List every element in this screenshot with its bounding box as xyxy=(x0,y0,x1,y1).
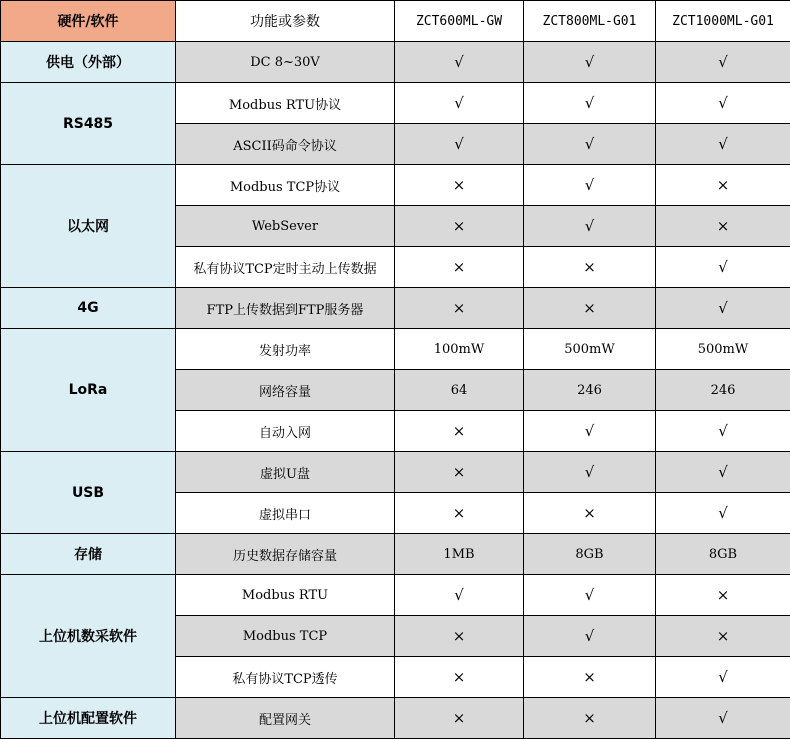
status-mark: × xyxy=(452,627,466,645)
value-cell xyxy=(656,165,790,206)
check-mark: √ xyxy=(584,135,595,153)
value-cell: 500mW xyxy=(656,329,790,370)
value-cell xyxy=(524,493,656,534)
value-cell: 64 xyxy=(395,370,524,411)
status-mark: × xyxy=(716,217,730,235)
check-mark: √ xyxy=(718,135,728,153)
status-mark: × xyxy=(583,709,596,727)
status-mark: × xyxy=(452,463,466,481)
status-mark: × xyxy=(716,586,730,604)
value-cell xyxy=(524,575,656,616)
value-cell xyxy=(656,493,790,534)
value-cell xyxy=(656,124,790,165)
value-cell xyxy=(524,165,656,206)
status-mark: √ xyxy=(584,627,595,645)
status-mark: × xyxy=(452,709,466,727)
value-cell xyxy=(524,452,656,493)
value-cell: 8GB xyxy=(524,534,656,575)
value-cell xyxy=(395,698,524,739)
value-cell: 1MB xyxy=(395,534,524,575)
value-cell xyxy=(395,616,524,657)
status-mark: √ xyxy=(718,463,728,481)
status-mark: × xyxy=(452,299,466,317)
value-cell xyxy=(656,698,790,739)
value-cell xyxy=(524,657,656,698)
feature-cell: FTP上传数据到FTP服务器 xyxy=(176,288,395,329)
category-lora: LoRa xyxy=(1,329,176,452)
value-cell: 246 xyxy=(656,370,790,411)
header-category: 硬件/软件 xyxy=(1,1,176,42)
category-ethernet: 以太网 xyxy=(1,165,176,288)
feature-cell: 配置网关 xyxy=(176,698,395,739)
value-cell xyxy=(656,42,790,83)
value-cell xyxy=(395,206,524,247)
status-mark: × xyxy=(583,258,596,276)
value-cell xyxy=(395,657,524,698)
check-mark: √ xyxy=(454,94,464,112)
status-mark: √ xyxy=(718,299,728,317)
value-cell xyxy=(524,247,656,288)
feature-cell: Modbus RTU协议 xyxy=(176,83,395,124)
category-config-software: 上位机配置软件 xyxy=(1,698,176,739)
status-mark: √ xyxy=(718,504,728,522)
feature-cell: 网络容量 xyxy=(176,370,395,411)
feature-cell: 历史数据存储容量 xyxy=(176,534,395,575)
table-row xyxy=(1,575,790,616)
status-mark: √ xyxy=(584,586,595,604)
value-cell xyxy=(524,288,656,329)
feature-cell: Modbus TCP xyxy=(176,616,395,657)
value-cell xyxy=(524,698,656,739)
table-row xyxy=(1,698,790,739)
category-power: 供电（外部） xyxy=(1,42,176,83)
value-cell xyxy=(656,83,790,124)
header-model-zct600ml-gw: ZCT600ML-GW xyxy=(395,1,524,42)
status-mark: √ xyxy=(718,422,728,440)
value-cell xyxy=(656,411,790,452)
value-cell xyxy=(656,452,790,493)
value-cell xyxy=(524,206,656,247)
value-cell xyxy=(395,124,524,165)
category-rs485: RS485 xyxy=(1,83,176,165)
status-mark: × xyxy=(452,217,466,235)
status-mark: √ xyxy=(718,258,728,276)
feature-cell: 虚拟串口 xyxy=(176,493,395,534)
feature-cell: 私有协议TCP定时主动上传数据 xyxy=(176,247,395,288)
value-cell xyxy=(524,411,656,452)
value-cell xyxy=(395,575,524,616)
check-mark: √ xyxy=(718,94,728,112)
value-cell xyxy=(656,657,790,698)
value-cell xyxy=(524,83,656,124)
value-cell xyxy=(656,616,790,657)
value-cell xyxy=(395,247,524,288)
table-row xyxy=(1,452,790,493)
feature-cell: ASCII码命令协议 xyxy=(176,124,395,165)
status-mark: √ xyxy=(584,176,595,194)
value-cell xyxy=(524,124,656,165)
status-mark: × xyxy=(583,668,596,686)
header-model-zct800ml-g01: ZCT800ML-G01 xyxy=(524,1,656,42)
value-cell xyxy=(395,165,524,206)
status-mark: √ xyxy=(454,586,464,604)
category-acquisition-software: 上位机数采软件 xyxy=(1,575,176,698)
value-cell xyxy=(524,616,656,657)
feature-cell: DC 8~30V xyxy=(176,42,395,83)
value-cell xyxy=(656,575,790,616)
feature-cell: 发射功率 xyxy=(176,329,395,370)
table-row xyxy=(1,165,790,206)
feature-cell: WebSever xyxy=(176,206,395,247)
header-row xyxy=(1,1,790,42)
value-cell xyxy=(395,411,524,452)
value-cell xyxy=(656,288,790,329)
check-mark: √ xyxy=(454,53,464,71)
status-mark: × xyxy=(452,176,466,194)
status-mark: × xyxy=(452,504,466,522)
value-cell xyxy=(395,42,524,83)
check-mark: √ xyxy=(584,94,595,112)
value-cell: 100mW xyxy=(395,329,524,370)
feature-cell: 虚拟U盘 xyxy=(176,452,395,493)
header-function: 功能或参数 xyxy=(176,1,395,42)
table-row xyxy=(1,83,790,124)
value-cell: 8GB xyxy=(656,534,790,575)
value-cell xyxy=(395,83,524,124)
status-mark: × xyxy=(583,504,596,522)
category-storage: 存储 xyxy=(1,534,176,575)
value-cell: 500mW xyxy=(524,329,656,370)
value-cell xyxy=(395,288,524,329)
table-row xyxy=(1,42,790,83)
feature-cell: Modbus TCP协议 xyxy=(176,165,395,206)
status-mark: √ xyxy=(584,422,595,440)
status-mark: √ xyxy=(718,709,728,727)
status-mark: × xyxy=(716,176,730,194)
category-4g: 4G xyxy=(1,288,176,329)
value-cell: 246 xyxy=(524,370,656,411)
check-mark: √ xyxy=(584,53,595,71)
status-mark: × xyxy=(452,668,466,686)
status-mark: √ xyxy=(584,463,595,481)
check-mark: √ xyxy=(718,53,728,71)
status-mark: × xyxy=(452,258,466,276)
status-mark: × xyxy=(452,422,466,440)
value-cell xyxy=(656,247,790,288)
value-cell xyxy=(656,206,790,247)
status-mark: × xyxy=(583,299,596,317)
status-mark: × xyxy=(716,627,730,645)
table-row xyxy=(1,288,790,329)
feature-cell: 自动入网 xyxy=(176,411,395,452)
status-mark: √ xyxy=(584,217,595,235)
status-mark: √ xyxy=(718,668,728,686)
value-cell xyxy=(395,452,524,493)
table-row xyxy=(1,329,790,370)
feature-cell: Modbus RTU xyxy=(176,575,395,616)
feature-cell: 私有协议TCP透传 xyxy=(176,657,395,698)
value-cell xyxy=(524,42,656,83)
value-cell xyxy=(395,493,524,534)
table-row xyxy=(1,534,790,575)
category-usb: USB xyxy=(1,452,176,534)
header-model-zct1000ml-g01: ZCT1000ML-G01 xyxy=(656,1,790,42)
check-mark: √ xyxy=(454,135,464,153)
